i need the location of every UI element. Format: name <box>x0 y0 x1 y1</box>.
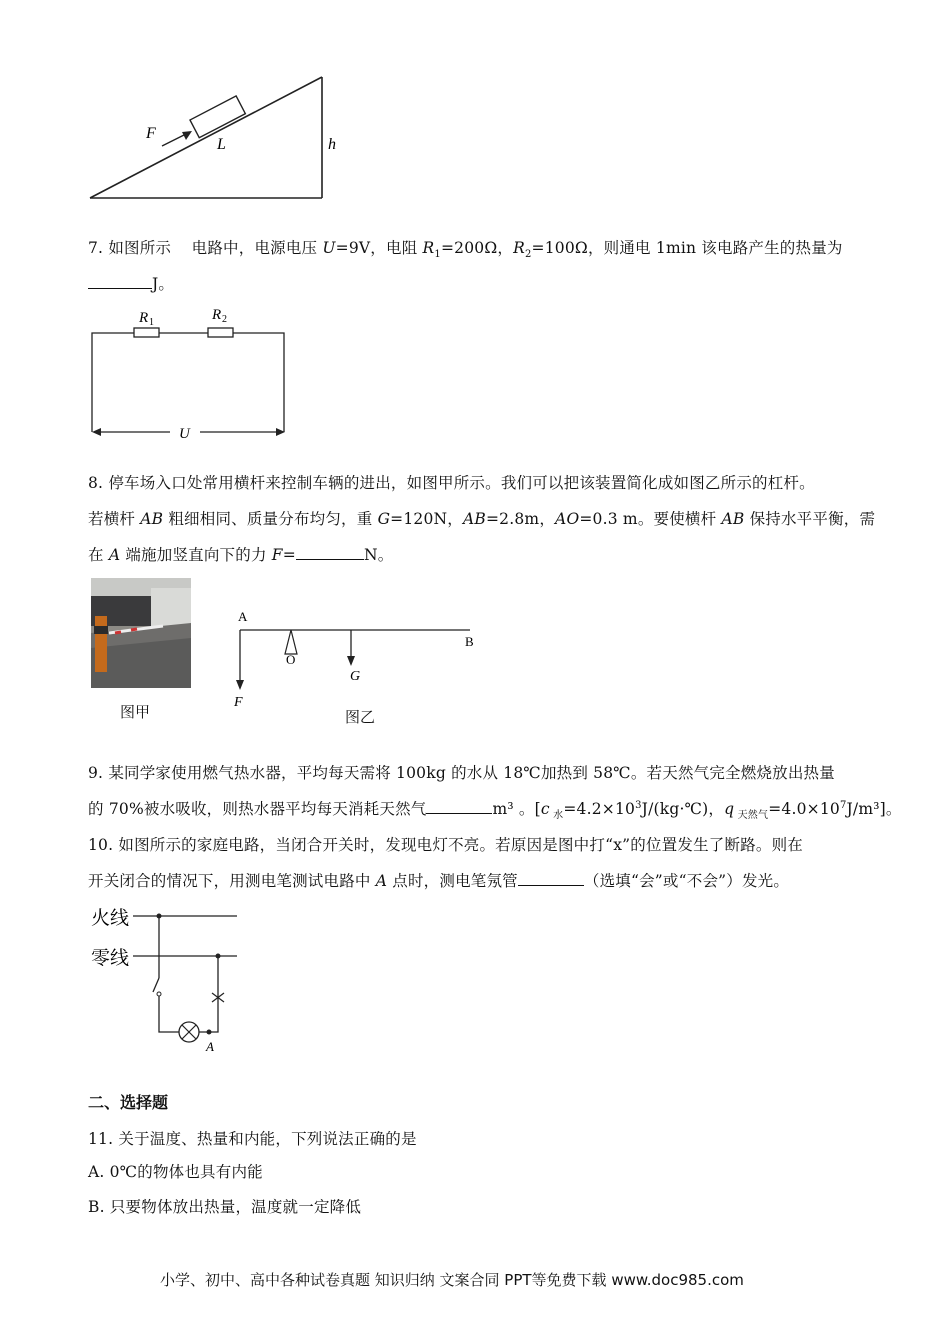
question-9-line-1: 9. 某同学家使用燃气热水器，平均每天需将 100kg 的水从 18℃加热到 58℃。若天然气完全燃烧放出热量 <box>88 764 835 782</box>
series-circuit-diagram <box>82 300 297 445</box>
household-circuit-diagram <box>85 898 250 1063</box>
parking-barrier-photo <box>91 578 191 688</box>
svg-text:B: B <box>465 634 474 649</box>
svg-text:R: R <box>139 310 149 326</box>
answer-blank[interactable] <box>296 545 364 560</box>
svg-text:R: R <box>212 307 222 323</box>
question-7-line-2: J。 <box>88 272 174 294</box>
question-8-line-1: 8. 停车场入口处常用横杆来控制车辆的进出，如图甲所示。我们可以把该装置简化成如图乙所示的杠杆。 <box>88 474 815 492</box>
lever-diagram <box>225 600 490 710</box>
question-10-line-1: 10. 如图所示的家庭电路，当闭合开关时，发现电灯不亮。若原因是图中打“x”的位置发生了断路。则在 <box>88 836 803 854</box>
fulcrum <box>285 630 297 654</box>
svg-text:1: 1 <box>149 317 154 328</box>
footer-banner: 小学、初中、高中各种试卷真题 知识归纳 文案合同 PPT等免费下载 www.doc985.com <box>160 1271 744 1289</box>
svg-text:G: G <box>350 669 361 684</box>
answer-blank[interactable] <box>426 799 492 814</box>
force-label: F <box>146 125 156 142</box>
caption-yi: 图乙 <box>345 708 376 726</box>
question-11-option-a[interactable]: A. 0℃的物体也具有内能 <box>88 1163 263 1181</box>
resistor-r2 <box>208 328 233 337</box>
question-10-line-2: 开关闭合的情况下，用测电笔测试电路中 A 点时，测电笔氖管 （选填“会”或“不会”）发光。 <box>88 872 790 890</box>
answer-blank[interactable] <box>88 274 152 289</box>
length-label: L <box>217 136 226 153</box>
incline-diagram <box>80 70 360 205</box>
svg-text:F: F <box>234 695 243 710</box>
svg-text:零线: 零线 <box>91 948 130 969</box>
switch <box>153 978 159 992</box>
height-label: h <box>328 136 336 153</box>
caption-jia: 图甲 <box>120 703 151 721</box>
svg-text:O: O <box>286 652 296 667</box>
svg-text:A: A <box>206 1039 214 1054</box>
question-8-line-2: 若横杆 AB 粗细相同、质量分布均匀，重 G=120N，AB=2.8m，AO=0.3 m。要使横杆 AB 保持水平平衡，需 <box>88 510 876 528</box>
svg-text:A: A <box>238 609 248 624</box>
svg-text:火线: 火线 <box>91 908 130 929</box>
resistor-r1 <box>134 328 159 337</box>
question-9-line-2: 的 70%被水吸收，则热水器平均每天消耗天然气 m³ 。[c $_水=4.2\times 10^3J/(kg\cdot℃)$，q $_{天然气}=4.0\times 10^7J/m^3$]。 <box>88 799 902 822</box>
section-heading: 二、选择题 <box>88 1093 169 1112</box>
question-11-stem: 11. 关于温度、热量和内能，下列说法正确的是 <box>88 1130 417 1148</box>
question-8-line-3: 在 A 端施加竖直向下的力 F= N。 <box>88 546 394 564</box>
question-7-line-1: 7. 如图所示 电路中，电源电压 U=9V，电阻 $R_1=200\Omega$，$R_2=100\Omega$，则通电 1min 该电路产生的热量为 <box>88 239 843 261</box>
answer-blank[interactable] <box>518 871 584 886</box>
question-11-option-b[interactable]: B. 只要物体放出热量，温度就一定降低 <box>88 1198 362 1216</box>
svg-text:2: 2 <box>222 314 227 325</box>
svg-text:U: U <box>179 426 190 442</box>
